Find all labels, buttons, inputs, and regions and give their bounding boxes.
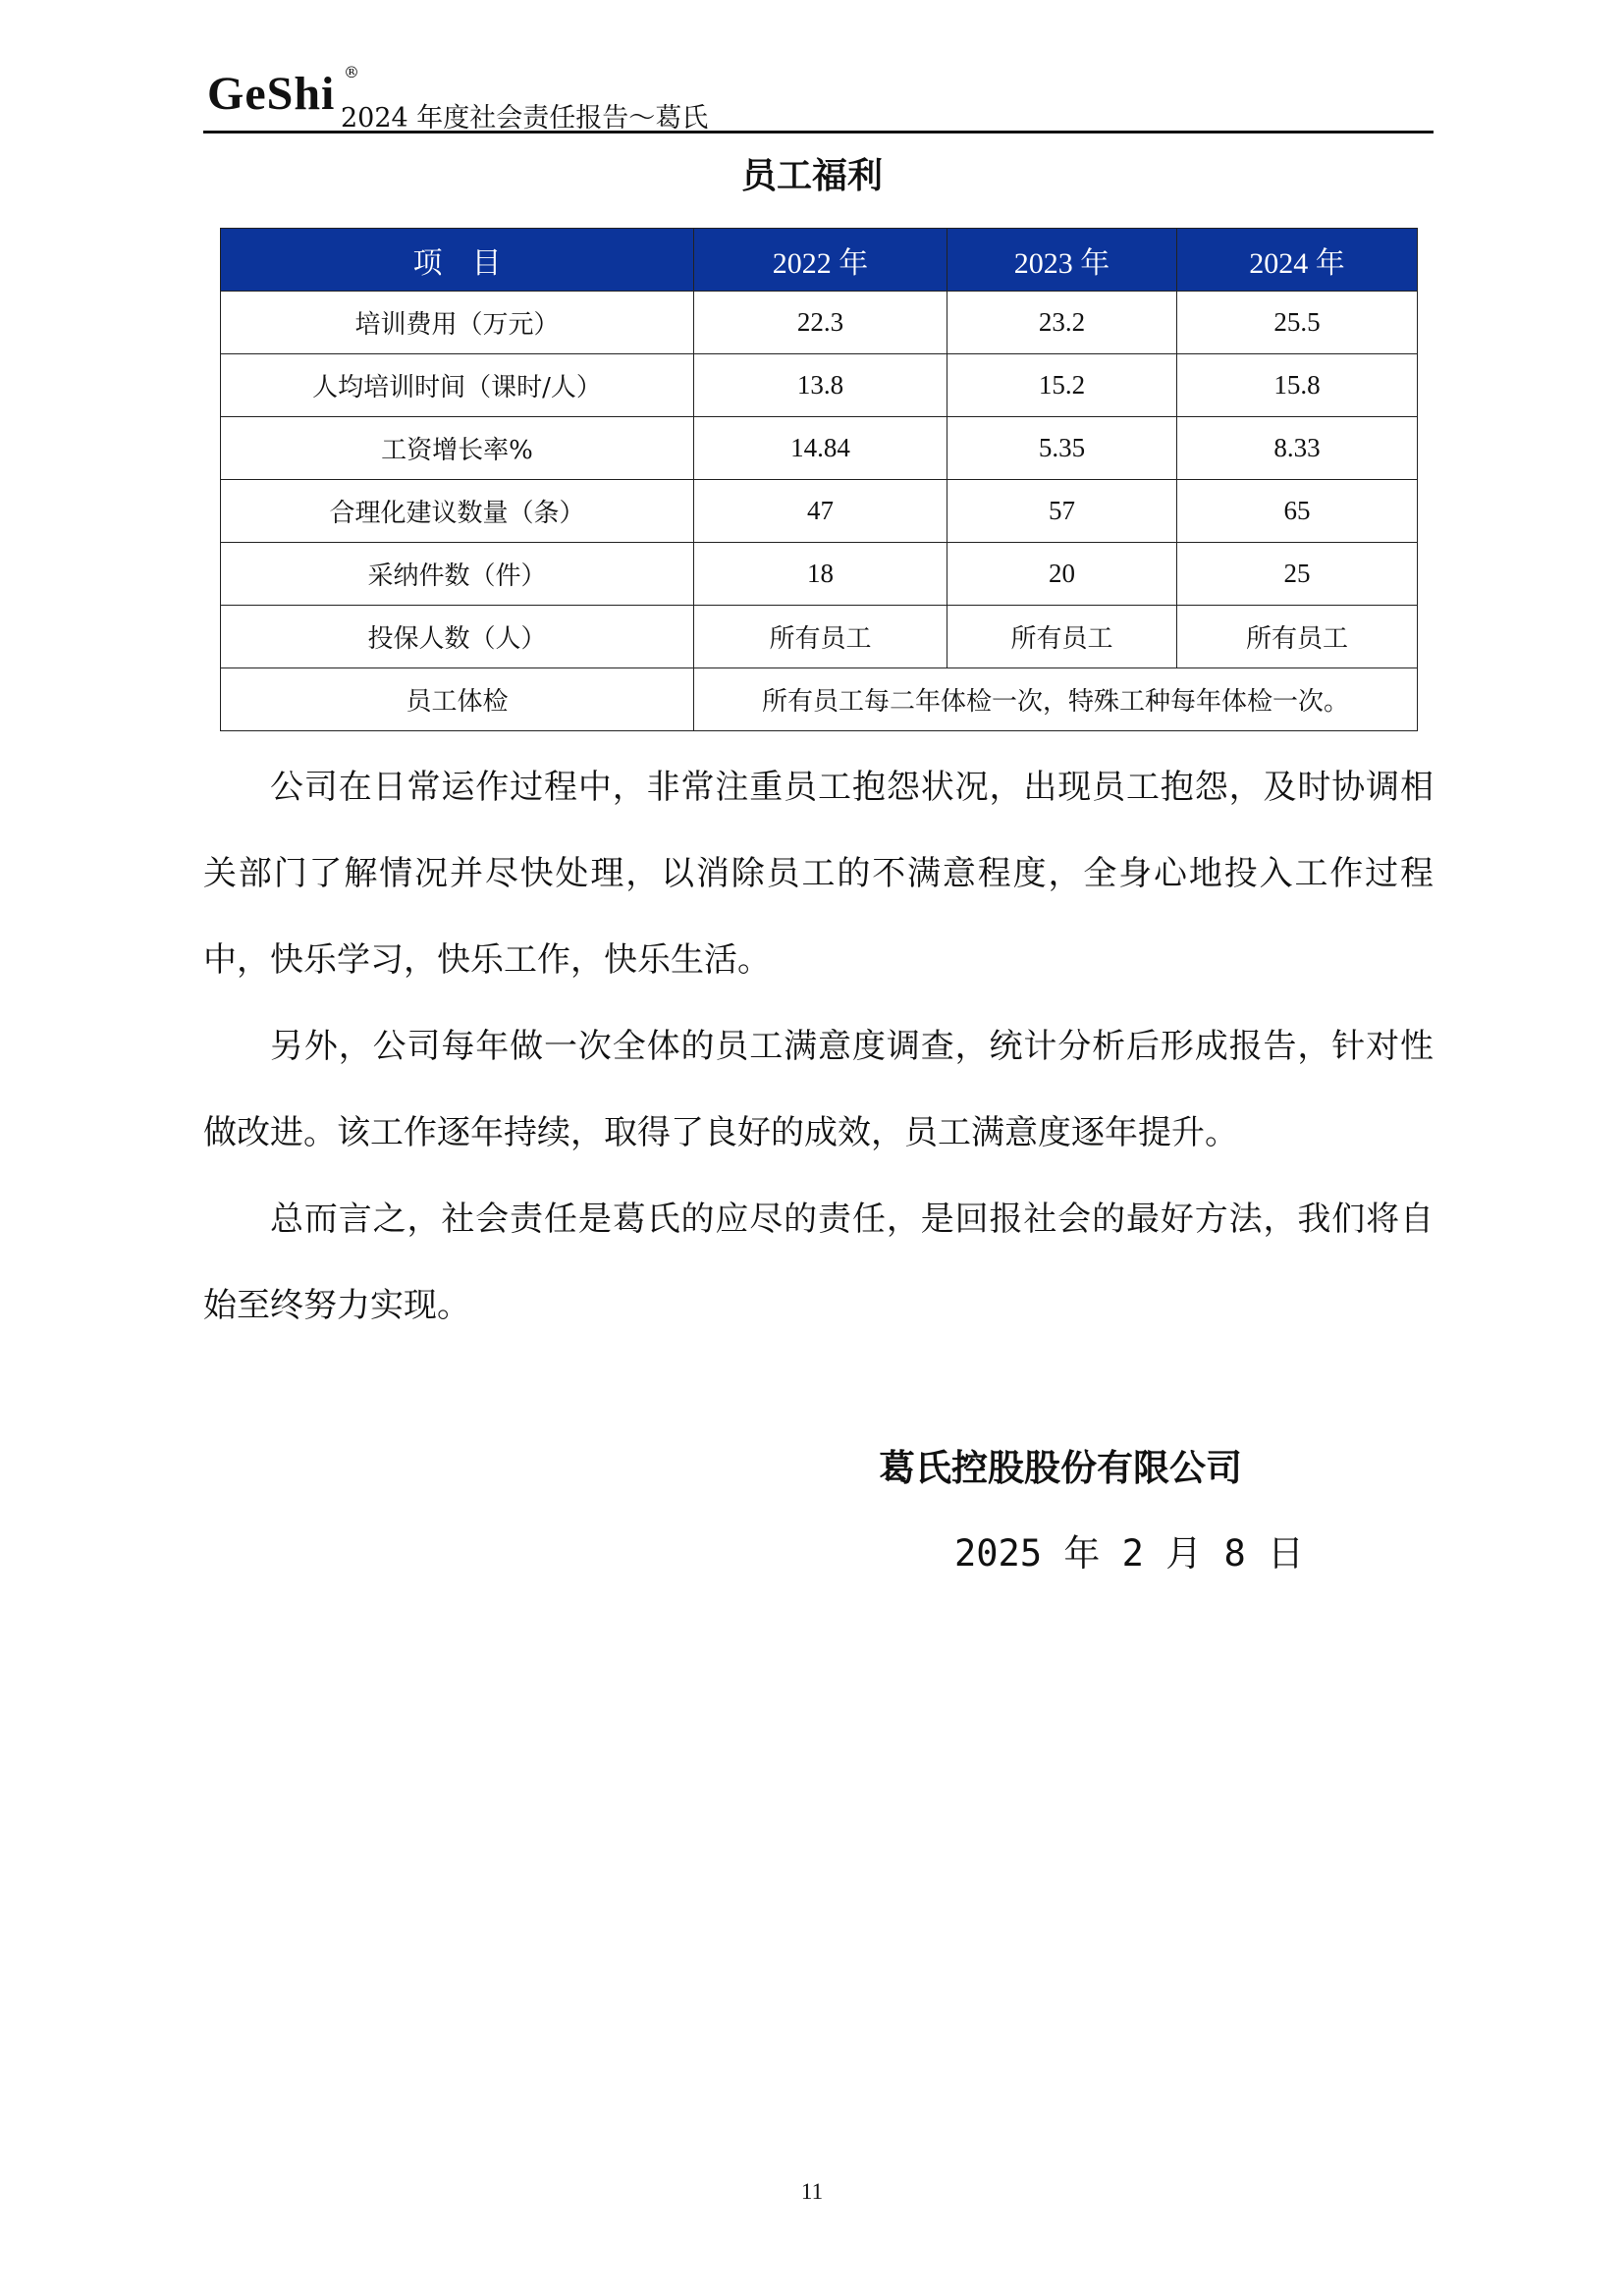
table-body (221, 292, 1418, 731)
row-label: 投保人数（人） (221, 606, 694, 668)
registered-mark: ® (344, 63, 359, 81)
table-row (221, 480, 1418, 543)
page-header (203, 61, 1434, 133)
column-header-2023: 2023 年 (947, 229, 1177, 292)
table-cell: 15.8 (1177, 354, 1418, 417)
table-cell: 47 (694, 480, 947, 543)
table-cell: 所有员工 (1177, 606, 1418, 668)
table-cell: 18 (694, 543, 947, 606)
table-cell: 65 (1177, 480, 1418, 543)
table-cell: 5.35 (947, 417, 1177, 480)
table-row (221, 417, 1418, 480)
table-row (221, 606, 1418, 668)
column-header-2022: 2022 年 (694, 229, 947, 292)
paragraph-conclusion: 总而言之，社会责任是葛氏的应尽的责任，是回报社会的最好方法，我们将自始至终努力实现。 (203, 1200, 1434, 1325)
table-cell: 14.84 (694, 417, 947, 480)
geshi-logo: GeShi (207, 68, 336, 120)
table-cell: 所有员工 (947, 606, 1177, 668)
signature-date: 2025 年 2 月 8 日 (954, 1532, 1305, 1575)
employee-welfare-table (220, 228, 1418, 731)
table-row (221, 292, 1418, 354)
paragraph-satisfaction-survey: 另外，公司每年做一次全体的员工满意度调查，统计分析后形成报告，针对性做改进。该工作逐年持续，取得了良好的成效，员工满意度逐年提升。 (203, 1027, 1434, 1152)
body-text (203, 744, 1434, 1349)
merged-cell: 所有员工每二年体检一次，特殊工种每年体检一次。 (694, 668, 1418, 731)
row-label: 工资增长率% (221, 417, 694, 480)
table-cell: 8.33 (1177, 417, 1418, 480)
table-header-row (221, 229, 1418, 292)
row-label: 人均培训时间（课时/人） (221, 354, 694, 417)
row-label: 采纳件数（件） (221, 543, 694, 606)
table-row (221, 543, 1418, 606)
table-cell: 13.8 (694, 354, 947, 417)
table-cell: 57 (947, 480, 1177, 543)
header-divider (203, 131, 1434, 133)
table-cell: 25.5 (1177, 292, 1418, 354)
section-title: 员工福利 (740, 156, 883, 196)
table-cell: 25 (1177, 543, 1418, 606)
table-cell: 15.2 (947, 354, 1177, 417)
page-number: 11 (800, 2179, 824, 2204)
column-header-item: 项 目 (221, 229, 694, 292)
table-cell: 23.2 (947, 292, 1177, 354)
table-row (221, 668, 1418, 731)
table-cell: 所有员工 (694, 606, 947, 668)
paragraph-complaints: 公司在日常运作过程中，非常注重员工抱怨状况，出现员工抱怨，及时协调相关部门了解情况并尽快处理，以消除员工的不满意程度，全身心地投入工作过程中，快乐学习，快乐工作，快乐生活。 (203, 768, 1434, 980)
column-header-2024: 2024 年 (1177, 229, 1418, 292)
row-label: 员工体检 (221, 668, 694, 731)
table-cell: 20 (947, 543, 1177, 606)
row-label: 培训费用（万元） (221, 292, 694, 354)
table-cell: 22.3 (694, 292, 947, 354)
signature-company: 葛氏控股股份有限公司 (879, 1446, 1242, 1489)
row-label: 合理化建议数量（条） (221, 480, 694, 543)
report-header-title: 2024 年度社会责任报告～葛氏 (341, 103, 709, 133)
table-row (221, 354, 1418, 417)
